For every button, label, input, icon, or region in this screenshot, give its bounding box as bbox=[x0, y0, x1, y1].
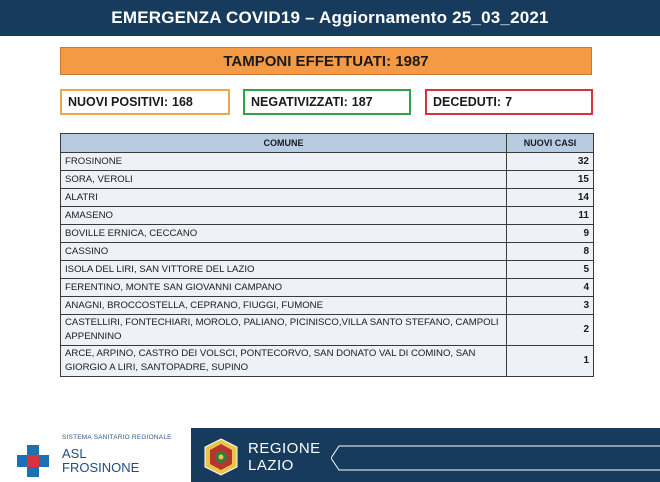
cases-table bbox=[60, 133, 594, 377]
table-row bbox=[61, 171, 594, 189]
casi-cell: 2 bbox=[507, 315, 594, 346]
comune-cell: ANAGNI, BROCCOSTELLA, CEPRANO, FIUGGI, FUMONE bbox=[61, 297, 507, 315]
casi-cell: 3 bbox=[507, 297, 594, 315]
column-header-comune: COMUNE bbox=[61, 134, 507, 153]
negativizzati-label: NEGATIVIZZATI: bbox=[251, 95, 348, 109]
asl-name bbox=[62, 447, 139, 475]
negativizzati-value: 187 bbox=[351, 95, 373, 109]
casi-cell: 4 bbox=[507, 279, 594, 297]
table-row bbox=[61, 153, 594, 171]
comune-cell: SORA, VEROLI bbox=[61, 171, 507, 189]
comune-cell: ISOLA DEL LIRI, SAN VITTORE DEL LAZIO bbox=[61, 261, 507, 279]
comune-cell: ARCE, ARPINO, CASTRO DEI VOLSCI, PONTECORVO, SAN DONATO VAL DI COMINO, SAN GIORGIO A LIRI, SANTOPADRE, SUPINO bbox=[61, 346, 507, 377]
deceduti-box bbox=[425, 89, 593, 115]
negativizzati-box bbox=[243, 89, 411, 115]
regione-lazio-emblem-icon bbox=[203, 438, 239, 476]
table-row bbox=[61, 189, 594, 207]
comune-cell: CASSINO bbox=[61, 243, 507, 261]
table-row bbox=[61, 243, 594, 261]
casi-cell: 15 bbox=[507, 171, 594, 189]
table-row bbox=[61, 346, 594, 377]
casi-cell: 5 bbox=[507, 261, 594, 279]
table-row bbox=[61, 297, 594, 315]
asl-subtitle: SISTEMA SANITARIO REGIONALE bbox=[62, 434, 172, 441]
table-row bbox=[61, 207, 594, 225]
casi-cell: 14 bbox=[507, 189, 594, 207]
tamponi-banner bbox=[60, 47, 592, 75]
nuovi-positivi-label: NUOVI POSITIVI: bbox=[68, 95, 169, 109]
nuovi-positivi-value: 168 bbox=[172, 95, 193, 109]
asl-name-line1: ASL bbox=[62, 446, 87, 461]
regione-lazio-text bbox=[248, 440, 321, 474]
decorative-lines-icon bbox=[331, 438, 660, 478]
table-row bbox=[61, 261, 594, 279]
tamponi-value: 1987 bbox=[395, 52, 429, 70]
regione-line1: REGIONE bbox=[248, 440, 321, 457]
comune-cell: ALATRI bbox=[61, 189, 507, 207]
asl-cross-icon bbox=[16, 444, 50, 478]
casi-cell: 8 bbox=[507, 243, 594, 261]
table-row bbox=[61, 315, 594, 346]
asl-name-line2: FROSINONE bbox=[62, 460, 140, 475]
regione-lazio-band bbox=[191, 428, 660, 482]
table-row bbox=[61, 279, 594, 297]
tamponi-label: TAMPONI EFFETTUATI: bbox=[223, 52, 392, 70]
asl-frosinone-logo bbox=[14, 431, 184, 479]
comune-cell: AMASENO bbox=[61, 207, 507, 225]
page-header bbox=[0, 0, 660, 36]
comune-cell: FERENTINO, MONTE SAN GIOVANNI CAMPANO bbox=[61, 279, 507, 297]
deceduti-value: 7 bbox=[505, 95, 513, 109]
table-row bbox=[61, 225, 594, 243]
regione-line2: LAZIO bbox=[248, 457, 294, 474]
casi-cell: 11 bbox=[507, 207, 594, 225]
table-header-row bbox=[61, 134, 594, 153]
page-title: EMERGENZA COVID19 – Aggiornamento 25_03_2021 bbox=[111, 8, 549, 27]
casi-cell: 9 bbox=[507, 225, 594, 243]
column-header-nuovi-casi: NUOVI CASI bbox=[507, 134, 594, 153]
casi-cell: 1 bbox=[507, 346, 594, 377]
comune-cell: CASTELLIRI, FONTECHIARI, MOROLO, PALIANO, PICINISCO,VILLA SANTO STEFANO, CAMPOLI APPENNINO bbox=[61, 315, 507, 346]
nuovi-positivi-box bbox=[60, 89, 230, 115]
deceduti-label: DECEDUTI: bbox=[433, 95, 502, 109]
comune-cell: BOVILLE ERNICA, CECCANO bbox=[61, 225, 507, 243]
comune-cell: FROSINONE bbox=[61, 153, 507, 171]
casi-cell: 32 bbox=[507, 153, 594, 171]
